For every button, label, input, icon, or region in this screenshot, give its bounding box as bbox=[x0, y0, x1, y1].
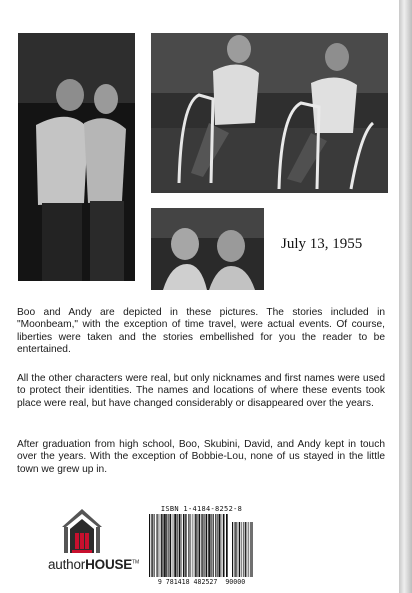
barcode-bar bbox=[195, 514, 196, 577]
barcode-ean-digits: 9 781418 482527 bbox=[157, 578, 218, 586]
barcode-bar bbox=[223, 514, 225, 577]
photo-boys-closeup bbox=[151, 208, 264, 290]
barcode-bar bbox=[186, 514, 187, 577]
barcode-bar bbox=[164, 514, 166, 577]
publisher-name-part1: author bbox=[48, 557, 86, 572]
barcode-bar bbox=[168, 514, 169, 577]
barcode-bar bbox=[157, 514, 158, 577]
authorhouse-logo-icon bbox=[58, 505, 106, 557]
barcode-addon-bar bbox=[238, 522, 239, 577]
barcode-bar bbox=[201, 514, 202, 577]
isbn-barcode bbox=[148, 505, 255, 588]
barcode-addon-digits: 90000 bbox=[225, 578, 246, 586]
barcode-addon-bar bbox=[242, 522, 243, 577]
paragraph-characters: All the other characters were real, but only nicknames and first names were used to protect their identities. The names and locations of where these events took place were real, but have changed considerably or disappeared over the years. bbox=[17, 373, 385, 409]
barcode-bar bbox=[213, 514, 214, 577]
publisher-name bbox=[48, 557, 139, 572]
barcode-addon-bar bbox=[236, 522, 237, 577]
barcode-bar bbox=[170, 514, 172, 577]
barcode-bar bbox=[221, 514, 222, 577]
barcode-bar bbox=[204, 514, 205, 577]
paragraph-intro: Boo and Andy are depicted in these pictures. The stories included in "Moonbeam," with the exception of time travel, were actual events. Of course, liberties were taken and the stories embellished for you the reader to be entertained. bbox=[17, 307, 385, 356]
barcode-bar bbox=[173, 514, 174, 577]
barcode-bar bbox=[199, 514, 201, 577]
barcode-bars bbox=[148, 514, 255, 577]
barcode-bar bbox=[206, 514, 208, 577]
barcode-bar bbox=[179, 514, 181, 577]
barcode-bar bbox=[181, 514, 182, 577]
barcode-bar bbox=[193, 514, 194, 577]
barcode-bar bbox=[159, 514, 160, 577]
barcode-addon-bar bbox=[239, 522, 240, 577]
trademark-symbol: TM bbox=[132, 559, 139, 566]
photo-men-lawn-chairs bbox=[151, 33, 388, 193]
barcode-bar bbox=[226, 514, 228, 577]
barcode-bar bbox=[191, 514, 192, 577]
barcode-bar bbox=[154, 514, 155, 577]
barcode-bar bbox=[219, 514, 221, 577]
barcode-addon-bar bbox=[245, 522, 246, 577]
barcode-bar bbox=[185, 514, 186, 577]
barcode-addon-bar bbox=[243, 522, 244, 577]
barcode-bar bbox=[217, 514, 218, 577]
barcode-bar bbox=[152, 514, 153, 577]
barcode-bar bbox=[162, 514, 163, 577]
barcode-bar bbox=[149, 514, 150, 577]
barcode-bar bbox=[210, 514, 211, 577]
publisher-name-part2: HOUSE bbox=[85, 557, 133, 572]
barcode-bar bbox=[174, 514, 176, 577]
photo-boys-standing bbox=[18, 33, 135, 281]
barcode-bar bbox=[215, 514, 216, 577]
barcode-addon-bar bbox=[232, 522, 233, 577]
barcode-bar bbox=[177, 514, 178, 577]
barcode-bar bbox=[188, 514, 189, 577]
publisher-logo bbox=[48, 505, 139, 580]
barcode-digits bbox=[148, 578, 255, 586]
photo-date-caption: July 13, 1955 bbox=[281, 236, 363, 252]
barcode-addon-bar bbox=[235, 522, 236, 577]
photo-boys-closeup-image bbox=[151, 208, 264, 290]
barcode-addon-bar bbox=[247, 522, 248, 577]
page-edge bbox=[399, 0, 412, 593]
barcode-bar bbox=[208, 514, 210, 577]
barcode-addon-bar bbox=[250, 522, 251, 577]
barcode-bar bbox=[151, 514, 152, 577]
barcode-bar bbox=[196, 514, 197, 577]
barcode-addon-bar bbox=[249, 522, 250, 577]
paragraph-graduation: After graduation from high school, Boo, Skubini, David, and Andy kept in touch over the years. With the exception of Bobbie-Lou, none of us stayed in the little town we grew up in. bbox=[17, 439, 385, 475]
barcode-addon-bar bbox=[252, 522, 253, 577]
barcode-bar bbox=[161, 514, 162, 577]
isbn-label: ISBN 1-4184-8252-8 bbox=[160, 505, 243, 513]
barcode-bar bbox=[183, 514, 184, 577]
barcode-bar bbox=[202, 514, 203, 577]
photo-men-lawn-chairs-image bbox=[151, 33, 388, 193]
photo-boys-standing-image bbox=[18, 33, 135, 281]
barcode-bar bbox=[166, 514, 167, 577]
